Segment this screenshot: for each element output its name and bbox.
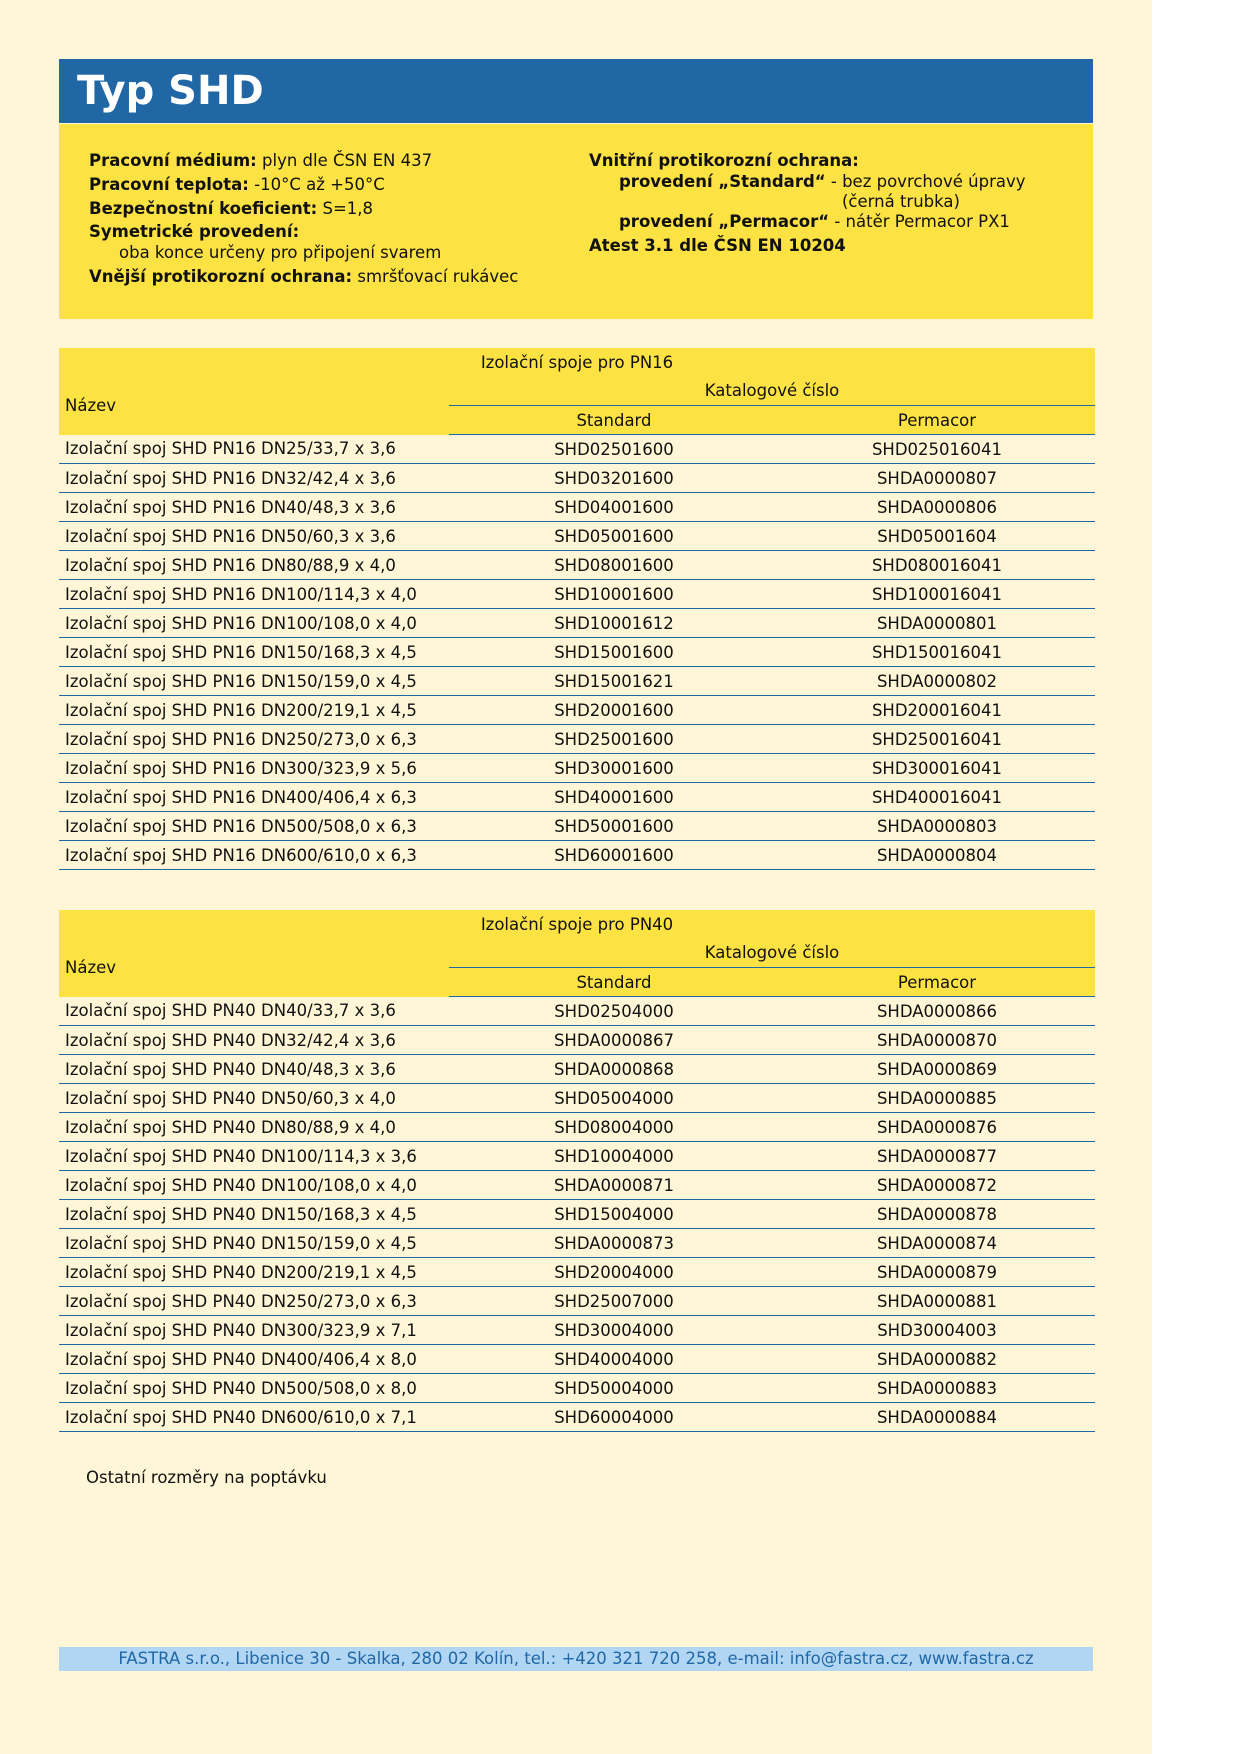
spec-column-right [589,151,1026,260]
table-pn16 [59,348,1095,870]
cell-permacor-code: SHDA0000866 [779,997,1095,1026]
cell-standard-code: SHD15001621 [449,667,779,696]
spec-atest [589,236,1026,256]
spec-value: oba konce určeny pro připojení svarem [119,243,442,263]
table-row [59,1345,1095,1374]
cell-name: Izolační spoj SHD PN16 DN25/33,7 x 3,6 [59,435,449,464]
cell-permacor-code: SHDA0000872 [779,1171,1095,1200]
column-header-name: Název [59,938,449,997]
table-row [59,667,1095,696]
cell-permacor-code: SHDA0000870 [779,1026,1095,1055]
table-row [59,1026,1095,1055]
table-row [59,783,1095,812]
cell-name: Izolační spoj SHD PN16 DN400/406,4 x 6,3 [59,783,449,812]
cell-standard-code: SHD04001600 [449,493,779,522]
table-row [59,725,1095,754]
cell-permacor-code: SHDA0000804 [779,841,1095,870]
table-row [59,551,1095,580]
cell-standard-code: SHD50001600 [449,812,779,841]
table-row [59,754,1095,783]
column-header-standard: Standard [449,968,779,997]
spec-value: smršťovací rukávec [357,266,519,286]
cell-name: Izolační spoj SHD PN16 DN32/42,4 x 3,6 [59,464,449,493]
table-row [59,522,1095,551]
cell-permacor-code: SHDA0000883 [779,1374,1095,1403]
cell-permacor-code: SHDA0000879 [779,1258,1095,1287]
cell-name: Izolační spoj SHD PN40 DN40/33,7 x 3,6 [59,997,449,1026]
spec-value: S=1,8 [322,198,374,218]
cell-permacor-code: SHDA0000885 [779,1084,1095,1113]
table-row [59,841,1095,870]
cell-standard-code: SHD03201600 [449,464,779,493]
table-pn40 [59,910,1095,1432]
table-row [59,1229,1095,1258]
footer-contact: FASTRA s.r.o., Libenice 30 - Skalka, 280 02 Kolín, tel.: +420 321 720 258, e-mail: info@fastra.cz, www.fastra.cz [59,1647,1093,1671]
table-row [59,1084,1095,1113]
table-caption: Izolační spoje pro PN40 [59,910,1095,938]
cell-standard-code: SHD40004000 [449,1345,779,1374]
cell-name: Izolační spoj SHD PN16 DN40/48,3 x 3,6 [59,493,449,522]
cell-standard-code: SHD30001600 [449,754,779,783]
spec-box [59,124,1093,319]
cell-permacor-code: SHDA0000806 [779,493,1095,522]
spec-label: Vnější protikorozní ochrana: [89,266,353,286]
table-row [59,997,1095,1026]
table-row [59,580,1095,609]
cell-standard-code: SHD25007000 [449,1287,779,1316]
cell-standard-code: SHDA0000873 [449,1229,779,1258]
spec-label: Atest 3.1 dle ČSN EN 10204 [589,236,846,256]
spec-value: plyn dle ČSN EN 437 [262,151,433,170]
cell-name: Izolační spoj SHD PN16 DN50/60,3 x 3,6 [59,522,449,551]
cell-standard-code: SHD08001600 [449,551,779,580]
spec-column-left [89,151,518,291]
cell-name: Izolační spoj SHD PN40 DN500/508,0 x 8,0 [59,1374,449,1403]
cell-name: Izolační spoj SHD PN40 DN40/48,3 x 3,6 [59,1055,449,1084]
cell-standard-code: SHD02501600 [449,435,779,464]
cell-name: Izolační spoj SHD PN40 DN300/323,9 x 7,1 [59,1316,449,1345]
table-row [59,812,1095,841]
spec-value: (černá trubka) [842,191,960,211]
spec-permacor-variant [619,212,1026,232]
cell-name: Izolační spoj SHD PN40 DN150/168,3 x 4,5 [59,1200,449,1229]
cell-standard-code: SHD05001600 [449,522,779,551]
cell-name: Izolační spoj SHD PN40 DN100/108,0 x 4,0 [59,1171,449,1200]
table-row [59,1374,1095,1403]
table-row [59,1287,1095,1316]
cell-permacor-code: SHDA0000878 [779,1200,1095,1229]
cell-permacor-code: SHDA0000877 [779,1142,1095,1171]
cell-name: Izolační spoj SHD PN16 DN150/159,0 x 4,5 [59,667,449,696]
cell-standard-code: SHD05004000 [449,1084,779,1113]
spec-inner-protection-heading [589,151,1026,171]
cell-name: Izolační spoj SHD PN16 DN200/219,1 x 4,5 [59,696,449,725]
cell-standard-code: SHD50004000 [449,1374,779,1403]
cell-standard-code: SHD60004000 [449,1403,779,1432]
cell-standard-code: SHD40001600 [449,783,779,812]
cell-permacor-code: SHD150016041 [779,638,1095,667]
table-row [59,464,1095,493]
cell-permacor-code: SHD250016041 [779,725,1095,754]
cell-permacor-code: SHDA0000802 [779,667,1095,696]
cell-name: Izolační spoj SHD PN40 DN250/273,0 x 6,3 [59,1287,449,1316]
cell-permacor-code: SHD200016041 [779,696,1095,725]
cell-permacor-code: SHD300016041 [779,754,1095,783]
cell-name: Izolační spoj SHD PN40 DN150/159,0 x 4,5 [59,1229,449,1258]
cell-permacor-code: SHD100016041 [779,580,1095,609]
cell-permacor-code: SHDA0000807 [779,464,1095,493]
spec-label: Vnitřní protikorozní ochrana: [589,151,859,170]
cell-name: Izolační spoj SHD PN16 DN150/168,3 x 4,5 [59,638,449,667]
cell-standard-code: SHDA0000868 [449,1055,779,1084]
cell-standard-code: SHD15001600 [449,638,779,667]
cell-permacor-code: SHDA0000881 [779,1287,1095,1316]
cell-standard-code: SHD20004000 [449,1258,779,1287]
spec-label: Pracovní teplota: [89,174,249,194]
spec-label: Symetrické provedení: [89,222,300,242]
cell-standard-code: SHD60001600 [449,841,779,870]
table-caption: Izolační spoje pro PN16 [59,348,1095,376]
table-row [59,696,1095,725]
spec-value: - nátěr Permacor PX1 [834,212,1010,232]
cell-permacor-code: SHDA0000876 [779,1113,1095,1142]
cell-permacor-code: SHDA0000801 [779,609,1095,638]
column-header-catalog: Katalogové číslo [449,376,1095,406]
cell-name: Izolační spoj SHD PN40 DN32/42,4 x 3,6 [59,1026,449,1055]
cell-name: Izolační spoj SHD PN16 DN300/323,9 x 5,6 [59,754,449,783]
spec-standard-variant-note [842,192,1026,212]
column-header-permacor: Permacor [779,968,1095,997]
column-header-name: Název [59,376,449,435]
cell-permacor-code: SHD05001604 [779,522,1095,551]
table-row [59,1171,1095,1200]
cell-name: Izolační spoj SHD PN40 DN600/610,0 x 7,1 [59,1403,449,1432]
cell-name: Izolační spoj SHD PN16 DN600/610,0 x 6,3 [59,841,449,870]
cell-name: Izolační spoj SHD PN16 DN100/108,0 x 4,0 [59,609,449,638]
table-row [59,609,1095,638]
table-row [59,1316,1095,1345]
spec-standard-variant [619,172,1026,192]
cell-permacor-code: SHDA0000882 [779,1345,1095,1374]
column-header-catalog: Katalogové číslo [449,938,1095,968]
cell-standard-code: SHD02504000 [449,997,779,1026]
cell-name: Izolační spoj SHD PN40 DN200/219,1 x 4,5 [59,1258,449,1287]
spec-outer-protection [89,267,518,287]
cell-standard-code: SHD20001600 [449,696,779,725]
cell-permacor-code: SHDA0000884 [779,1403,1095,1432]
spec-temperature [89,175,518,195]
cell-permacor-code: SHDA0000874 [779,1229,1095,1258]
cell-name: Izolační spoj SHD PN40 DN400/406,4 x 8,0 [59,1345,449,1374]
table-row [59,435,1095,464]
table-row [59,1142,1095,1171]
cell-standard-code: SHD10004000 [449,1142,779,1171]
table-row [59,1403,1095,1432]
cell-permacor-code: SHD400016041 [779,783,1095,812]
table-row [59,1055,1095,1084]
spec-safety-factor [89,199,518,219]
table-row [59,1113,1095,1142]
table-row [59,638,1095,667]
cell-standard-code: SHD10001612 [449,609,779,638]
cell-permacor-code: SHD025016041 [779,435,1095,464]
cell-standard-code: SHD25001600 [449,725,779,754]
cell-standard-code: SHD30004000 [449,1316,779,1345]
column-header-permacor: Permacor [779,406,1095,435]
cell-name: Izolační spoj SHD PN16 DN100/114,3 x 4,0 [59,580,449,609]
cell-standard-code: SHD10001600 [449,580,779,609]
cell-name: Izolační spoj SHD PN40 DN100/114,3 x 3,6 [59,1142,449,1171]
cell-name: Izolační spoj SHD PN40 DN80/88,9 x 4,0 [59,1113,449,1142]
page-title: Typ SHD [77,68,264,114]
spec-medium [89,151,518,171]
cell-name: Izolační spoj SHD PN16 DN500/508,0 x 6,3 [59,812,449,841]
cell-permacor-code: SHD30004003 [779,1316,1095,1345]
spec-value: -10°C až +50°C [254,174,385,194]
spec-symmetric-detail [119,243,518,263]
note-text: Ostatní rozměry na poptávku [86,1468,327,1487]
cell-name: Izolační spoj SHD PN40 DN50/60,3 x 4,0 [59,1084,449,1113]
cell-standard-code: SHDA0000871 [449,1171,779,1200]
table-row [59,493,1095,522]
spec-label: Pracovní médium: [89,151,257,170]
column-header-standard: Standard [449,406,779,435]
cell-name: Izolační spoj SHD PN16 DN250/273,0 x 6,3 [59,725,449,754]
spec-label: provedení „Permacor“ [619,212,830,232]
title-bar [59,59,1093,123]
spec-symmetric [89,222,518,242]
cell-standard-code: SHD08004000 [449,1113,779,1142]
cell-permacor-code: SHDA0000869 [779,1055,1095,1084]
table-row [59,1200,1095,1229]
cell-standard-code: SHDA0000867 [449,1026,779,1055]
spec-label: Bezpečnostní koeficient: [89,198,318,218]
spec-label: provedení „Standard“ [619,171,826,191]
cell-standard-code: SHD15004000 [449,1200,779,1229]
cell-name: Izolační spoj SHD PN16 DN80/88,9 x 4,0 [59,551,449,580]
spec-value: - bez povrchové úpravy [830,171,1026,191]
cell-permacor-code: SHDA0000803 [779,812,1095,841]
table-row [59,1258,1095,1287]
cell-permacor-code: SHD080016041 [779,551,1095,580]
